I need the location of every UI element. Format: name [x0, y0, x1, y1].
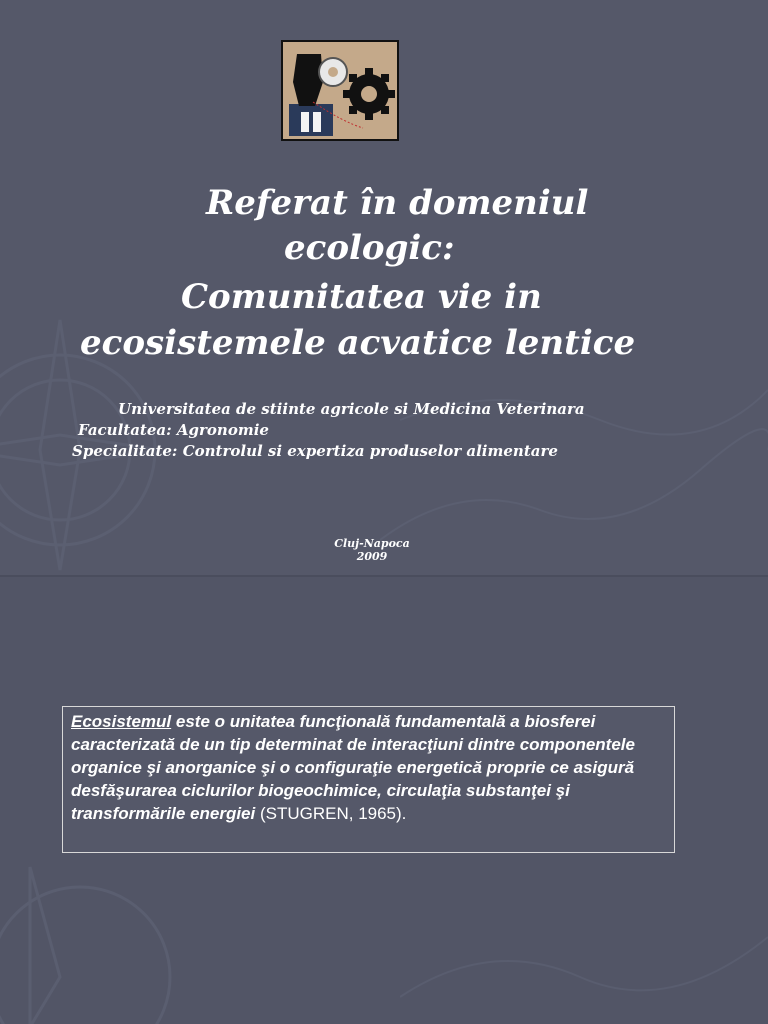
- logo-gears-icon: [283, 42, 397, 139]
- year-label: 2009: [356, 550, 388, 563]
- title-line-2: ecologic:: [284, 228, 455, 268]
- map-lines-watermark-icon: [400, 877, 768, 1024]
- title-line-4: ecosistemele acvatice lentice: [80, 323, 636, 363]
- map-lines-watermark-icon: [380, 360, 768, 576]
- city-label: Cluj-Napoca: [334, 537, 410, 550]
- definition-term: Ecosistemul: [71, 712, 172, 731]
- institution-logo: [281, 40, 399, 141]
- definition-text: este o unitatea funcţională fundamentală a biosferei caracterizată de un tip determinat de interacţiuni dintre componentele organice şi anorganice şi o configuraţie energetică proprie ce asigură desfăşurarea ciclurilor biogeochimice, circulaţia substanţei şi transformările energiei: [71, 712, 635, 823]
- title-line-3: Comunitatea vie in: [181, 277, 542, 317]
- specialty-name: Specialitate: Controlul si expertiza produselor alimentare: [72, 442, 558, 460]
- definition-box: [62, 706, 675, 853]
- title-line-1: Referat în domeniul: [206, 183, 589, 223]
- compass-watermark-icon: [0, 827, 210, 1024]
- faculty-name: Facultatea: Agronomie: [78, 421, 269, 439]
- university-name: Universitatea de stiinte agricole si Medicina Veterinara: [118, 400, 585, 418]
- definition-reference: (STUGREN, 1965).: [255, 804, 407, 823]
